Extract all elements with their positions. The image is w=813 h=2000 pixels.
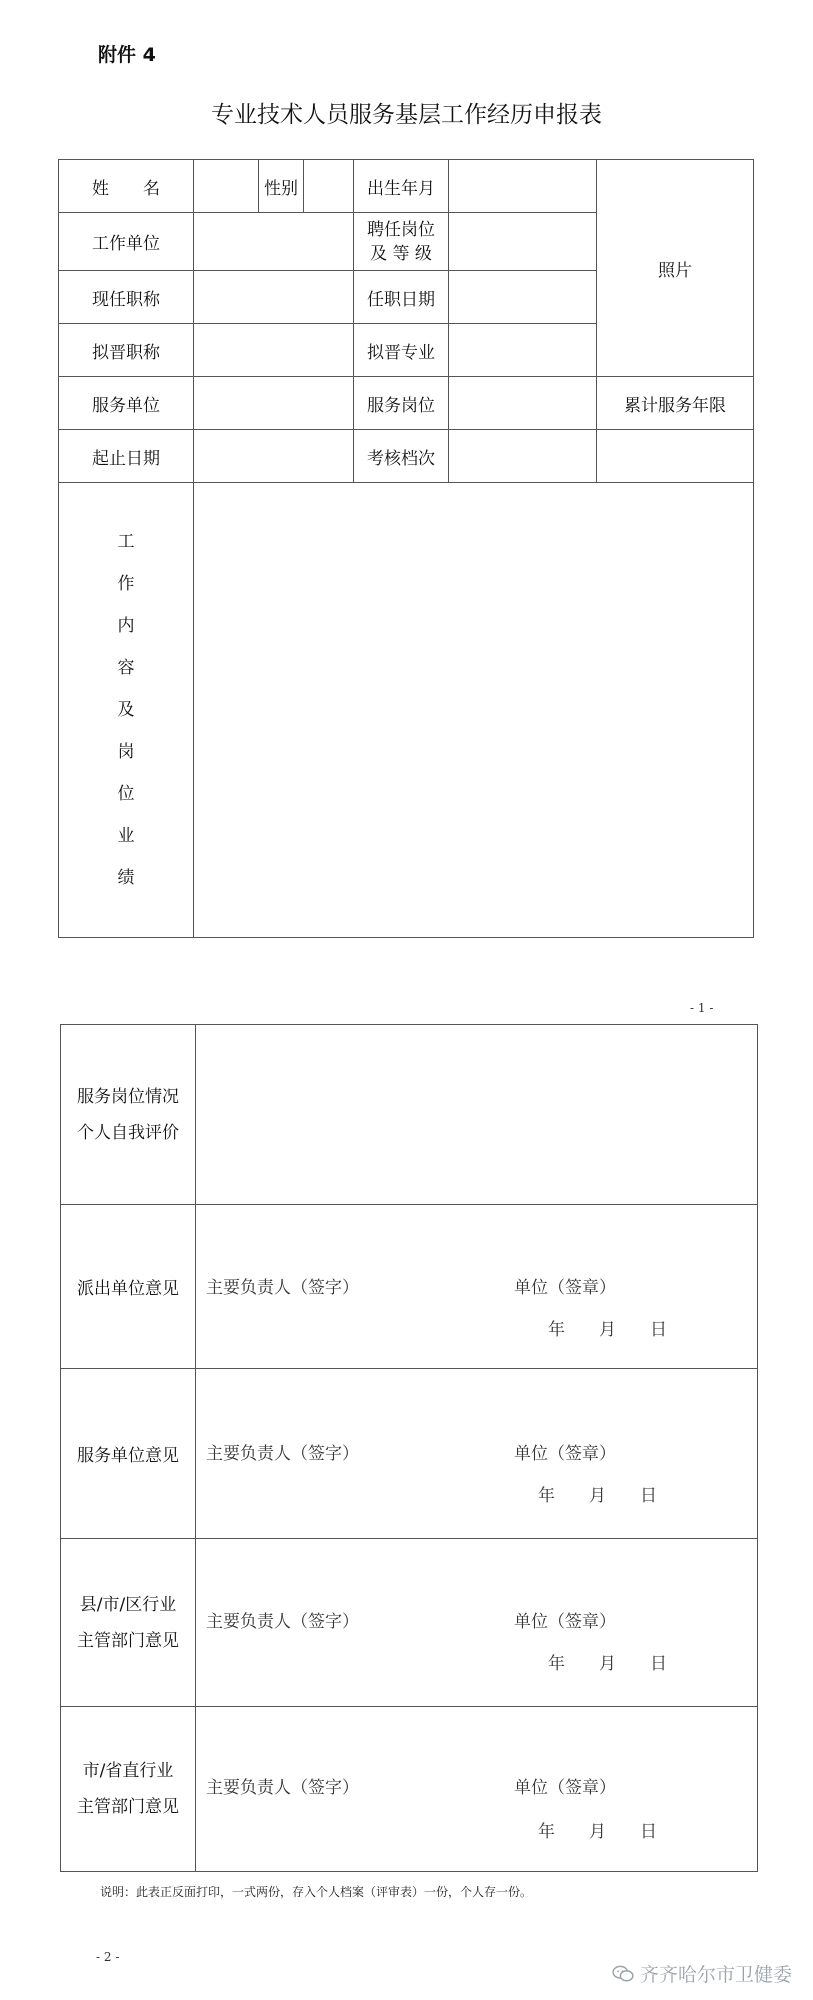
work-content-char: 绩 <box>117 868 135 888</box>
period-label: 起止日期 <box>59 430 194 483</box>
proposed-major-label: 拟晋专业 <box>354 324 449 377</box>
watermark-text: 齐齐哈尔市卫健委 <box>640 1964 793 1986</box>
service-unit-field[interactable] <box>194 377 354 430</box>
period-field[interactable] <box>194 430 354 483</box>
service-unit-opinion-field[interactable] <box>196 1369 758 1539</box>
work-content-char: 位 <box>117 784 135 804</box>
self-eval-field[interactable] <box>196 1025 758 1205</box>
work-unit-field[interactable] <box>194 213 354 271</box>
page-number-1: - 1 - <box>690 1001 714 1015</box>
wechat-icon <box>612 1965 634 1983</box>
self-eval-label <box>61 1025 196 1205</box>
seal-label: 单位（签章） <box>514 1778 616 1798</box>
work-content-char: 作 <box>117 574 135 594</box>
photo-cell[interactable]: 照片 <box>597 160 754 377</box>
document-title: 专业技术人员服务基层工作经历申报表 <box>211 102 602 128</box>
work-content-label <box>59 483 194 938</box>
work-unit-label: 工作单位 <box>59 213 194 271</box>
page-number-2: - 2 - <box>96 1950 120 1964</box>
proposed-title-field[interactable] <box>194 324 354 377</box>
date-label: 年 月 日 <box>538 1822 657 1842</box>
work-content-field[interactable] <box>194 483 754 938</box>
service-unit-opinion-label <box>61 1369 196 1539</box>
opinion-label-line1: 派出单位意见 <box>77 1279 179 1299</box>
watermark <box>612 1960 792 1987</box>
total-years-field[interactable] <box>597 430 754 483</box>
proposed-title-label: 拟晋职称 <box>59 324 194 377</box>
dispatch-unit-opinion-label <box>61 1205 196 1369</box>
gender-field[interactable] <box>304 160 354 213</box>
current-title-field[interactable] <box>194 271 354 324</box>
work-content-char: 内 <box>117 616 135 636</box>
work-content-char: 业 <box>117 826 135 846</box>
self-eval-label-line1: 服务岗位情况 <box>77 1086 179 1107</box>
opinion-label-line2: 主管部门意见 <box>77 1797 179 1817</box>
seal-label: 单位（签章） <box>514 1612 616 1632</box>
position-level-field[interactable] <box>449 213 597 271</box>
birth-label: 出生年月 <box>354 160 449 213</box>
county-dept-opinion-label <box>61 1539 196 1707</box>
seal-label: 单位（签章） <box>514 1444 616 1464</box>
city-dept-opinion-field[interactable] <box>196 1707 758 1872</box>
work-content-char: 及 <box>117 700 135 720</box>
signer-label: 主要负责人（签字） <box>206 1778 359 1798</box>
birth-field[interactable] <box>449 160 597 213</box>
self-eval-label-line2: 个人自我评价 <box>77 1122 179 1143</box>
date-label: 年 月 日 <box>548 1320 667 1340</box>
opinion-label-line1: 市/省直行业 <box>82 1761 174 1781</box>
service-post-field[interactable] <box>449 377 597 430</box>
attachment-label: 附件 4 <box>98 44 156 66</box>
name-label: 姓 名 <box>59 160 194 213</box>
service-post-label: 服务岗位 <box>354 377 449 430</box>
seal-label: 单位（签章） <box>514 1278 616 1298</box>
signer-label: 主要负责人（签字） <box>206 1612 359 1632</box>
opinion-label-line1: 服务单位意见 <box>77 1446 179 1466</box>
opinion-label-line1: 县/市/区行业 <box>79 1594 177 1615</box>
position-level-label <box>354 213 449 271</box>
city-dept-opinion-label <box>61 1707 196 1872</box>
assessment-field[interactable] <box>449 430 597 483</box>
work-content-char: 岗 <box>117 742 135 762</box>
print-note: 说明：此表正反面打印，一式两份，存入个人档案（评审表）一份，个人存一份。 <box>100 1885 533 1899</box>
appointment-date-label: 任职日期 <box>354 271 449 324</box>
name-field[interactable] <box>194 160 259 213</box>
current-title-label: 现任职称 <box>59 271 194 324</box>
application-form-page1 <box>58 159 754 938</box>
signer-label: 主要负责人（签字） <box>206 1444 359 1464</box>
work-content-char: 工 <box>117 532 135 552</box>
application-form-page2 <box>60 1024 758 1872</box>
assessment-label: 考核档次 <box>354 430 449 483</box>
opinion-label-line2: 主管部门意见 <box>77 1630 179 1651</box>
position-level-label-line1: 聘任岗位 <box>367 219 435 240</box>
appointment-date-field[interactable] <box>449 271 597 324</box>
total-years-label: 累计服务年限 <box>597 377 754 430</box>
position-level-label-line2: 及 等 级 <box>370 243 432 264</box>
proposed-major-field[interactable] <box>449 324 597 377</box>
gender-label: 性别 <box>259 160 304 213</box>
signer-label: 主要负责人（签字） <box>206 1278 359 1298</box>
date-label: 年 月 日 <box>538 1486 657 1506</box>
dispatch-unit-opinion-field[interactable] <box>196 1205 758 1369</box>
work-content-char: 容 <box>117 658 135 678</box>
county-dept-opinion-field[interactable] <box>196 1539 758 1707</box>
date-label: 年 月 日 <box>548 1654 667 1674</box>
service-unit-label: 服务单位 <box>59 377 194 430</box>
